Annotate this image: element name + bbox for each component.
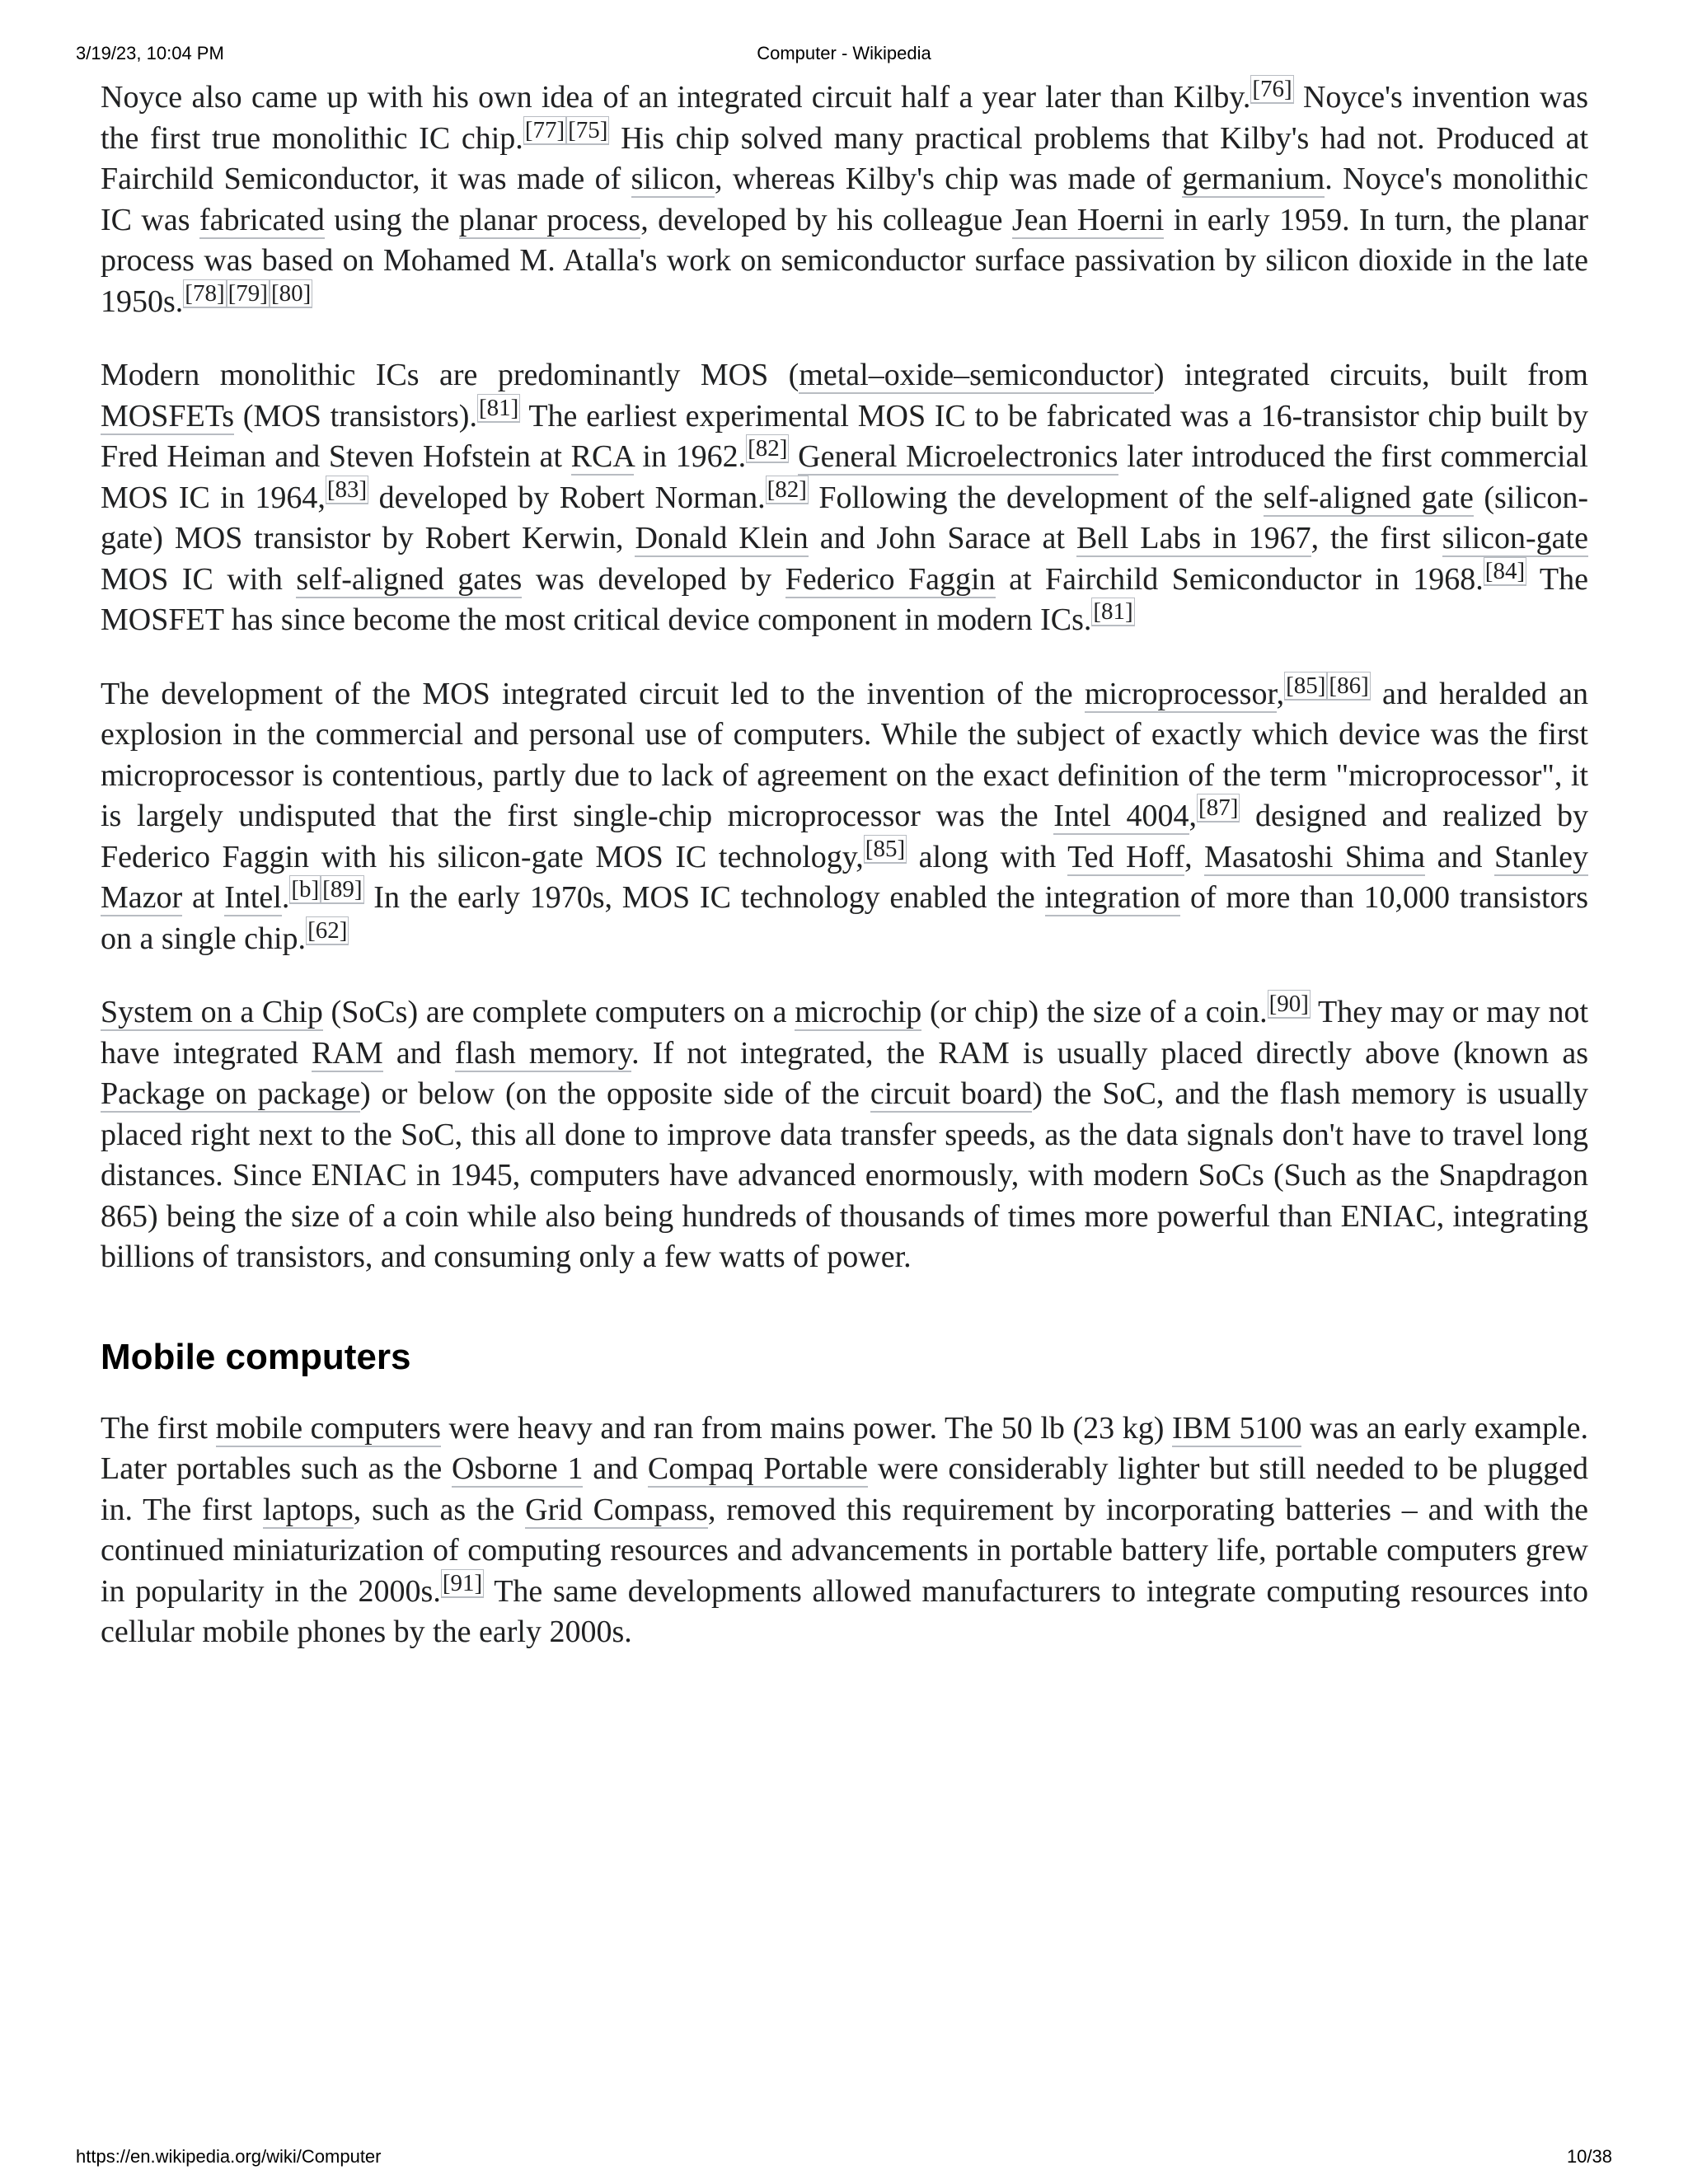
citation-link[interactable]: [87] <box>1198 794 1239 821</box>
text: The MOSFET has since become the most critical device component in modern ICs. <box>101 561 1589 637</box>
text: . Noyce's monolithic IC was <box>101 162 1589 237</box>
link-circuit-board[interactable]: circuit board <box>870 1076 1033 1111</box>
citation-link[interactable]: [62] <box>307 916 348 944</box>
citation-link[interactable]: [90] <box>1268 991 1309 1017</box>
text: The first <box>101 1410 216 1446</box>
print-header <box>0 43 1688 68</box>
text: was an early example. Later portables such as the <box>101 1410 1588 1486</box>
text: , the first <box>1311 521 1442 555</box>
text: . <box>281 880 290 915</box>
link-microprocessor[interactable]: microprocessor <box>1084 676 1277 711</box>
link-package-on-package[interactable]: Package on package <box>101 1076 360 1111</box>
citation-link[interactable]: [91] <box>442 1569 483 1596</box>
text: at <box>182 880 225 915</box>
text: and heralded an explosion in the commercial and personal use of computers. While the subject of exactly which device was the first microprocessor is contentious, partly due to lack of agreement on the exact definition of the term "microprocessor", it is largely undisputed that the first single-chip microprocessor was the <box>101 676 1588 833</box>
link-general-microelectronics[interactable]: General Microelectronics <box>798 439 1118 474</box>
link-mosfets[interactable]: MOSFETs <box>101 398 235 434</box>
citation <box>306 916 349 945</box>
print-datetime: 3/19/23, 10:04 PM <box>76 43 224 63</box>
text: at Fairchild Semiconductor in 1968. <box>995 561 1484 597</box>
text: The same developments allowed manufacturers to integrate computing resources into cellular mobile phones by the early 2000s. <box>101 1573 1588 1649</box>
text: developed by Robert Norman. <box>368 480 766 515</box>
text: ) the SoC, and the flash memory is usually placed right next to the SoC, this all done to improve data transfer speeds, as the data signals don't have to travel long distances. Since ENIAC in 1945, computers have advanced enormously, with modern SoCs (Such as the Snapdragon 865) being the size of a coin while also being hundreds of thousands of times more powerful than ENIAC, integrating billions of transistors, and consuming only a few watts of power. <box>101 1076 1588 1274</box>
citation <box>1484 557 1526 586</box>
text: and <box>382 1035 455 1071</box>
text: of more than 10,000 transistors on a single chip. <box>101 880 1588 956</box>
link-jean-hoerni[interactable]: Jean Hoerni <box>1011 202 1165 237</box>
paragraph-mos-ic <box>101 355 1588 641</box>
citation-link[interactable]: [80] <box>270 279 312 307</box>
text: (SoCs) are complete computers on a <box>322 995 795 1029</box>
citation-link[interactable]: [82] <box>748 435 788 462</box>
text: They may or may not have integrated <box>101 995 1588 1071</box>
citation <box>1284 672 1371 701</box>
citation-link[interactable]: [76] <box>1252 76 1292 102</box>
citation-link[interactable]: [85] <box>865 835 906 862</box>
link-osborne-1[interactable]: Osborne 1 <box>451 1451 584 1486</box>
citation-link[interactable]: [75] <box>568 116 608 143</box>
text: Following the development of the <box>808 480 1264 515</box>
citation-link[interactable]: [79] <box>227 279 268 307</box>
text: were considerably lighter but still needed to be plugged in. The first <box>101 1451 1588 1527</box>
link-laptops[interactable]: laptops <box>263 1492 354 1527</box>
link-silicon-gate[interactable]: silicon-gate <box>1442 521 1588 555</box>
text: , <box>1276 676 1285 711</box>
text: , removed this requirement by incorporating batteries – and with the continued miniaturization of computing resources and advancements in portable battery life, portable computers grew in popularity in the 2000s. <box>101 1492 1589 1609</box>
text: (silicon-gate) MOS transistor by Robert Kerwin, <box>101 480 1588 555</box>
paragraph-soc <box>101 992 1588 1278</box>
text: , developed by his colleague <box>640 202 1012 237</box>
citation <box>1197 794 1240 823</box>
link-mobile-computers[interactable]: mobile computers <box>215 1410 441 1446</box>
citation <box>864 835 907 864</box>
link-self-aligned-gate[interactable]: self-aligned gate <box>1263 480 1474 515</box>
citation <box>1250 75 1293 104</box>
link-ibm-5100[interactable]: IBM 5100 <box>1172 1410 1302 1446</box>
link-flash-memory[interactable]: flash memory <box>454 1035 632 1071</box>
citation-link[interactable]: [89] <box>322 876 363 902</box>
link-metal-oxide-semiconductor[interactable]: metal–oxide–semiconductor <box>799 358 1154 392</box>
link-self-aligned-gates[interactable]: self-aligned gates <box>296 561 523 597</box>
paragraph-mobile <box>101 1408 1588 1653</box>
text: and John Sarace at <box>808 521 1076 555</box>
citation-link[interactable]: [b] <box>291 876 320 902</box>
citation <box>326 476 368 504</box>
text: ) integrated circuits, built from <box>1153 358 1588 392</box>
paragraph-noyce <box>101 77 1588 322</box>
citation <box>1091 598 1134 626</box>
link-federico-faggin[interactable]: Federico Faggin <box>785 561 996 597</box>
print-url: https://en.wikipedia.org/wiki/Computer <box>76 2146 382 2167</box>
link-bell-labs[interactable]: Bell Labs in 1967 <box>1076 521 1311 555</box>
text: along with <box>907 839 1068 874</box>
link-silicon[interactable]: silicon <box>631 162 715 196</box>
text: in early 1959. In turn, the planar process was based on Mohamed M. Atalla's work on semiconductor surface passivation by silicon dioxide in the late 1950s. <box>101 202 1588 319</box>
link-microchip[interactable]: microchip <box>795 995 922 1029</box>
article-content <box>101 77 1588 1686</box>
text: and <box>583 1451 648 1486</box>
citation <box>766 476 809 504</box>
print-footer <box>0 2146 1688 2171</box>
text: later introduced the first commercial MOS IC in 1964, <box>101 439 1588 515</box>
text: The development of the MOS integrated circuit led to the invention of the <box>101 676 1085 711</box>
print-page-title: Computer - Wikipedia <box>757 43 931 63</box>
link-intel-4004[interactable]: Intel 4004 <box>1053 799 1189 833</box>
citation-link[interactable]: [86] <box>1329 672 1369 699</box>
citation <box>477 394 520 423</box>
section-heading-mobile-computers: Mobile computers <box>101 1336 411 1377</box>
paragraph-microprocessor <box>101 674 1588 960</box>
text: (MOS transistors). <box>234 398 477 434</box>
text: ) or below (on the opposite side of the <box>359 1076 870 1111</box>
text: were heavy and ran from mains power. The 50 lb (23 kg) <box>440 1410 1173 1446</box>
link-stanley-mazor[interactable]: Stanley Mazor <box>101 839 1589 915</box>
text: , <box>1184 839 1205 874</box>
text: designed and realized by Federico Faggin with his silicon-gate MOS IC technology, <box>101 799 1588 874</box>
text: , whereas Kilby's chip was made of <box>714 162 1183 196</box>
link-fabricated[interactable]: fabricated <box>199 202 325 237</box>
link-planar-process[interactable]: planar process <box>458 202 641 237</box>
link-compaq-portable[interactable]: Compaq Portable <box>647 1451 869 1486</box>
citation <box>441 1569 484 1598</box>
text: His chip solved many practical problems that Kilby's had not. Produced at Fairchild Semiconductor, it was made of <box>101 120 1589 196</box>
text: Noyce also came up with his own idea of an integrated circuit half a year later than Kilby. <box>101 80 1251 115</box>
citation-link[interactable]: [81] <box>478 394 519 421</box>
text: (or chip) the size of a coin. <box>921 995 1268 1029</box>
text: and <box>1425 839 1495 874</box>
citation-link[interactable]: [84] <box>1484 557 1526 584</box>
citation-link[interactable]: [77] <box>524 116 565 143</box>
link-system-on-a-chip[interactable]: System on a Chip <box>101 995 323 1029</box>
citation <box>183 279 312 308</box>
link-rca[interactable]: RCA <box>570 439 634 474</box>
text <box>789 439 798 474</box>
text: The earliest experimental MOS IC to be fabricated was a 16-transistor chip built by Fred Heiman and Steven Hofstein at <box>101 398 1588 474</box>
citation-link[interactable]: [78] <box>185 279 225 307</box>
text: In the early 1970s, MOS IC technology enabled the <box>363 880 1045 915</box>
text: , <box>1189 799 1198 833</box>
link-germanium[interactable]: germanium <box>1182 162 1325 196</box>
text: was developed by <box>522 561 785 597</box>
link-masatoshi-shima[interactable]: Masatoshi Shima <box>1204 839 1426 874</box>
citation-link[interactable]: [81] <box>1093 598 1133 625</box>
print-page-number: 10/38 <box>1566 2146 1612 2167</box>
link-ram[interactable]: RAM <box>312 1035 383 1071</box>
link-intel[interactable]: Intel <box>224 880 282 915</box>
citation <box>289 875 363 904</box>
link-integration[interactable]: integration <box>1044 880 1181 915</box>
citation <box>746 434 789 463</box>
text: using the <box>324 202 459 237</box>
citation-link[interactable]: [82] <box>767 476 807 503</box>
text: Modern monolithic ICs are predominantly MOS ( <box>101 358 799 392</box>
citation <box>1268 990 1311 1019</box>
link-donald-klein[interactable]: Donald Klein <box>635 521 809 555</box>
link-grid-compass[interactable]: Grid Compass <box>525 1492 708 1527</box>
link-ted-hoff[interactable]: Ted Hoff <box>1067 839 1185 874</box>
citation <box>523 116 610 145</box>
text: , such as the <box>353 1492 526 1527</box>
text: in 1962. <box>633 439 747 474</box>
citation-link[interactable]: [83] <box>326 476 368 503</box>
citation-link[interactable]: [85] <box>1286 672 1326 699</box>
text: MOS IC with <box>101 561 297 597</box>
text: Noyce's invention was the first true monolithic IC chip. <box>101 80 1589 156</box>
text: . If not integrated, the RAM is usually placed directly above (known as <box>631 1035 1588 1071</box>
